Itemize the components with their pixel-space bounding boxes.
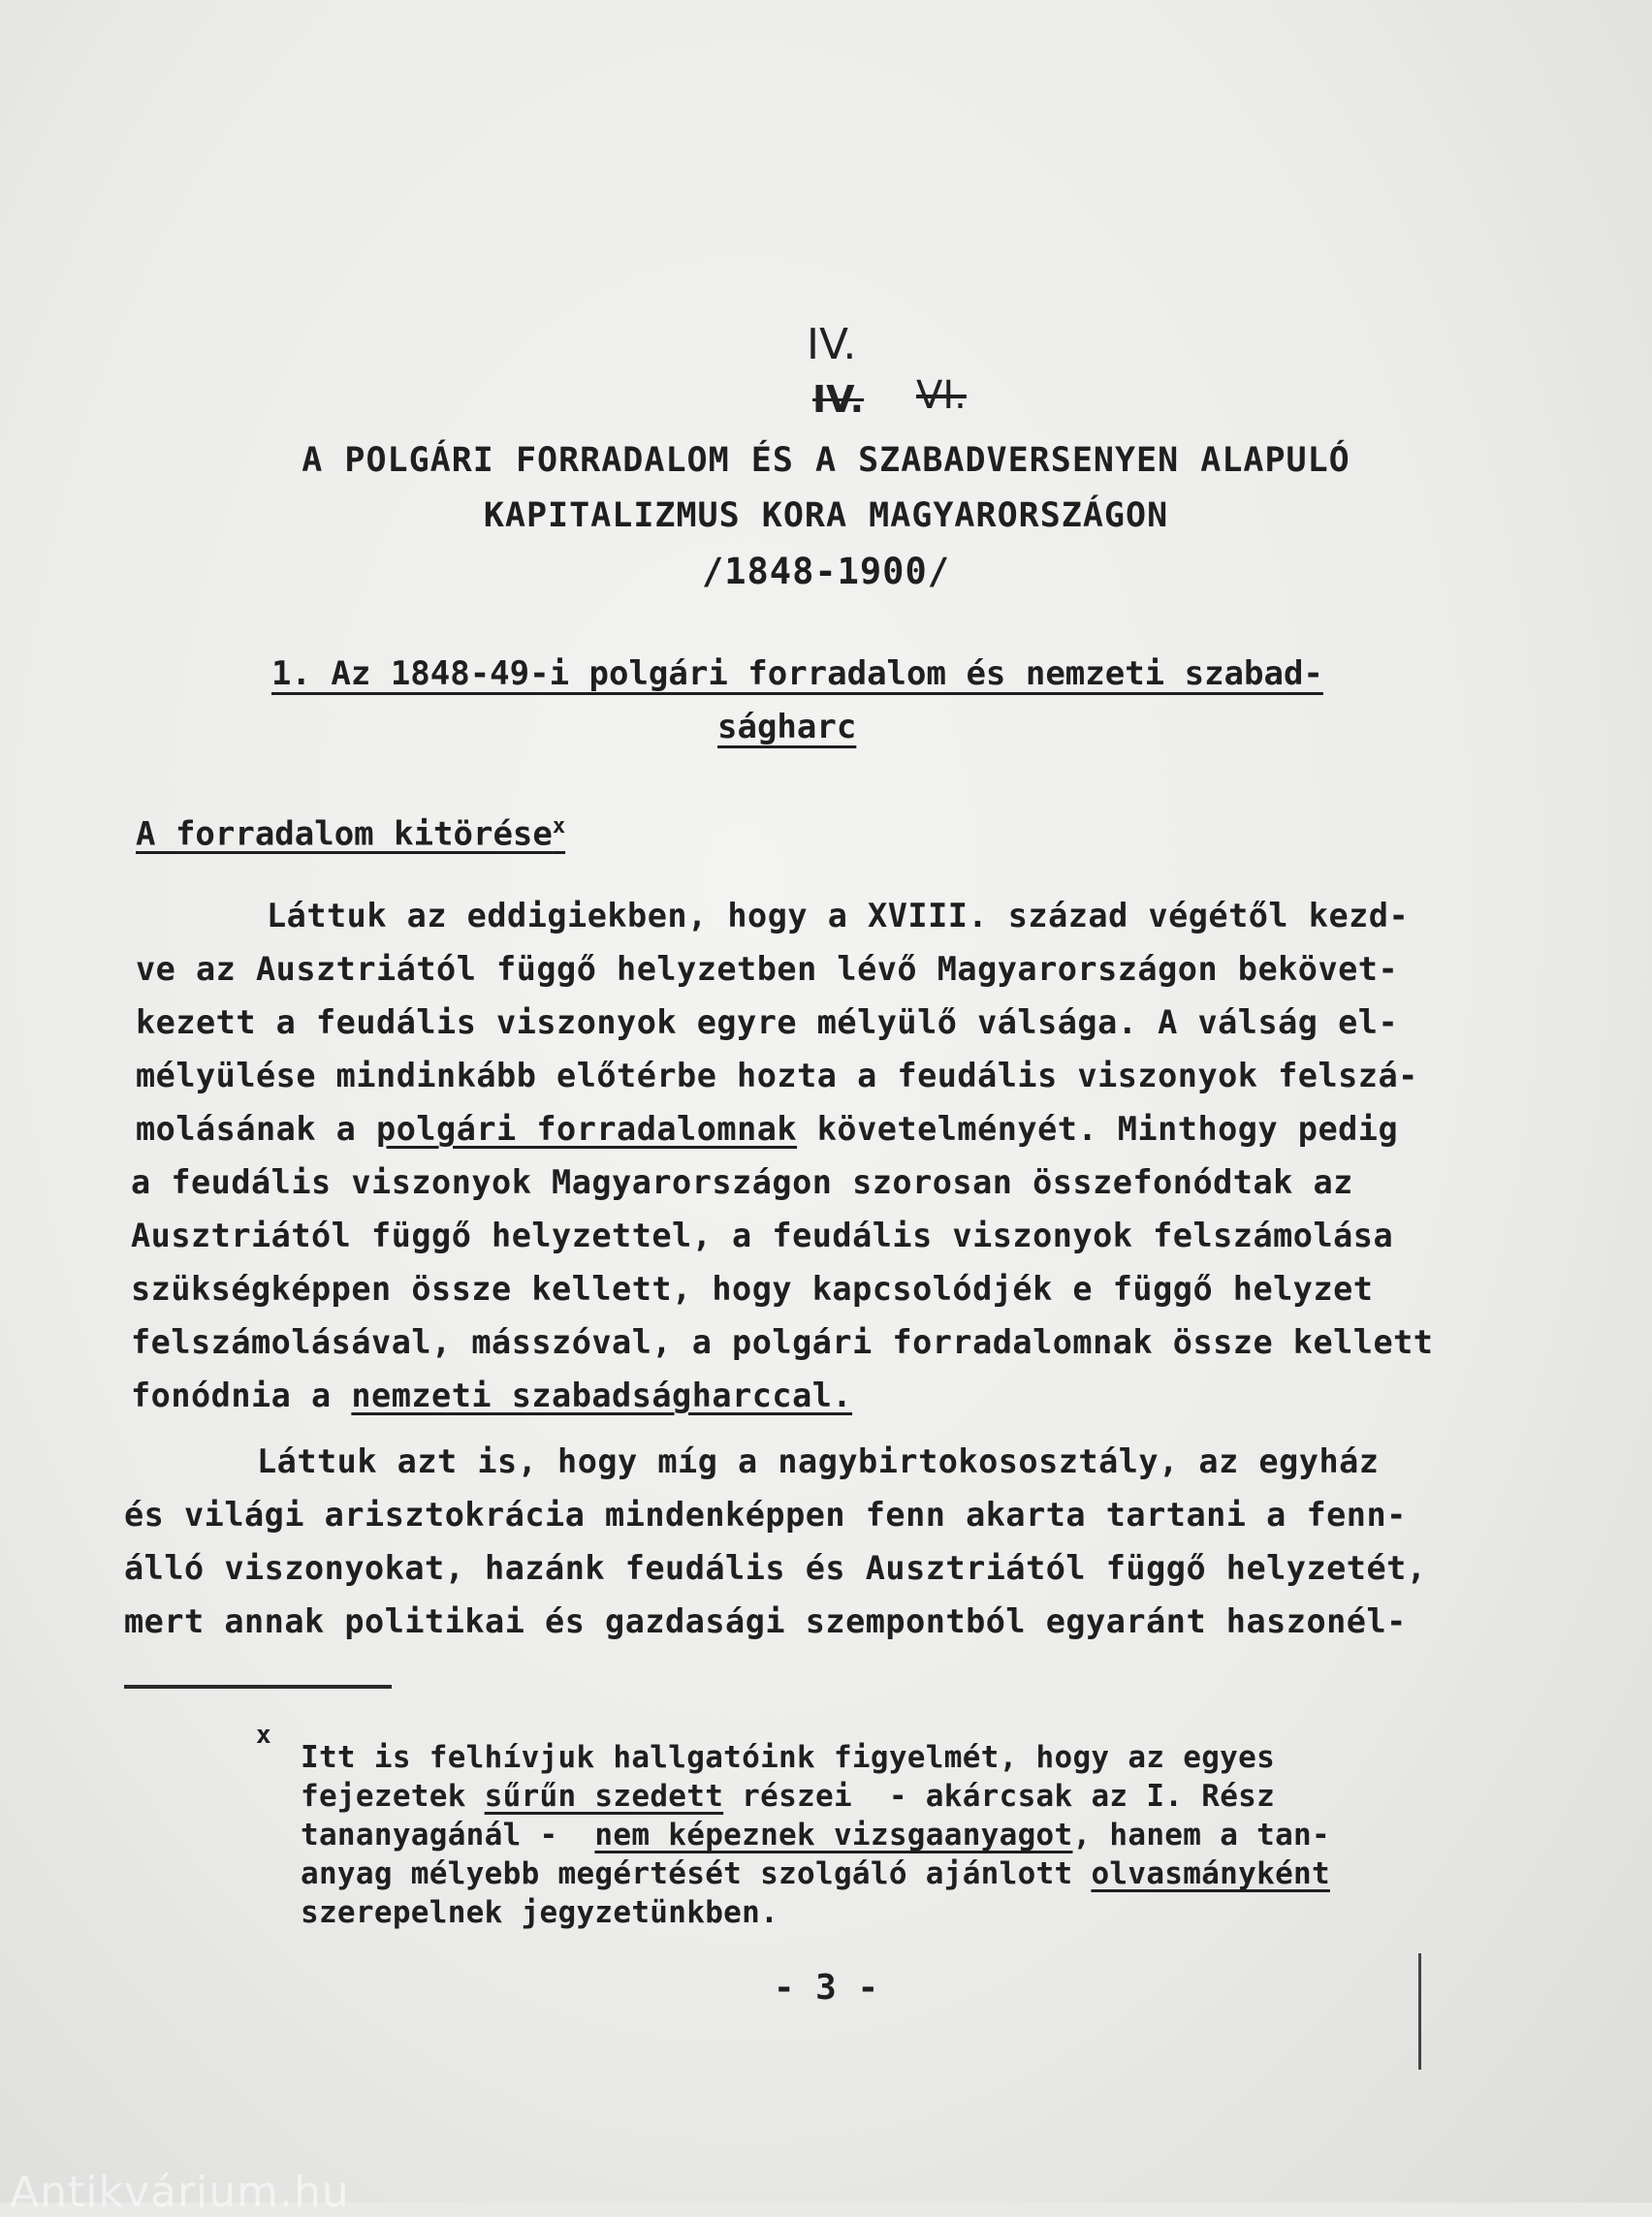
section-title-line-2: ságharc bbox=[717, 708, 857, 746]
paragraph-2-line-1: Láttuk azt is, hogy míg a nagybirtokososztály, az egyház bbox=[257, 1442, 1380, 1480]
footnote-divider bbox=[124, 1685, 392, 1689]
paragraph-1-line-9: felszámolásával, másszóval, a polgári forradalomnak össze kellett bbox=[131, 1323, 1434, 1361]
paragraph-1-line-6: a feudális viszonyok Magyarországon szorosan összefonódtak az bbox=[131, 1163, 1353, 1201]
underlined-phrase: polgári forradalomnak bbox=[376, 1110, 798, 1148]
paragraph-2-line-3: álló viszonyokat, hazánk feudális és Ausztriától függő helyzetét, bbox=[124, 1549, 1427, 1587]
paragraph-1-line-5 bbox=[136, 1110, 1398, 1148]
text-span: anyag mélyebb megértését szolgáló ajánlott bbox=[301, 1856, 1092, 1891]
chapter-years: /1848-1900/ bbox=[701, 551, 951, 592]
underlined-phrase: sűrűn szedett bbox=[484, 1779, 724, 1814]
text-span: részei - akárcsak az I. Rész bbox=[723, 1779, 1276, 1814]
footnote-line-2 bbox=[301, 1779, 1275, 1814]
handwritten-roman-numeral: IV. bbox=[807, 320, 857, 369]
text-span: fejezetek bbox=[301, 1779, 485, 1814]
footnote-line-3 bbox=[301, 1818, 1330, 1853]
pencil-margin-mark bbox=[1418, 1953, 1421, 2070]
paragraph-1-line-10 bbox=[131, 1377, 852, 1414]
text-span: molásának a bbox=[136, 1110, 377, 1148]
chapter-title-line-2: KAPITALIZMUS KORA MAGYARORSZÁGON bbox=[483, 496, 1169, 535]
text-span: fonódnia a bbox=[131, 1377, 352, 1414]
text-span: tananyagánál - bbox=[301, 1818, 595, 1853]
footnote-mark: x bbox=[256, 1721, 271, 1750]
paragraph-1-line-1: Láttuk az eddigiekben, hogy a XVIII. század végétől kezd- bbox=[267, 897, 1410, 934]
paragraph-1-line-2: ve az Ausztriától függő helyzetben lévő Magyarországon bekövet- bbox=[136, 950, 1399, 988]
paragraph-2-line-4: mert annak politikai és gazdasági szempontból egyaránt haszonél- bbox=[124, 1602, 1407, 1640]
paragraph-1-line-8: szükségképpen össze kellett, hogy kapcsolódjék e függő helyzet bbox=[131, 1270, 1374, 1308]
chapter-title-line-1: A POLGÁRI FORRADALOM ÉS A SZABADVERSENYEN ALAPULÓ bbox=[302, 441, 1350, 480]
paragraph-1-line-4: mélyülése mindinkább előtérbe hozta a feudális viszonyok felszá- bbox=[136, 1057, 1418, 1094]
site-watermark: Antikvárium.hu bbox=[10, 2168, 350, 2217]
underlined-phrase: nemzeti szabadságharccal. bbox=[351, 1377, 853, 1414]
paragraph-1-line-3: kezett a feudális viszonyok egyre mélyülő válsága. A válság el- bbox=[136, 1003, 1399, 1041]
struck-alt-numeral: VI. bbox=[916, 373, 967, 418]
footnote-reference-mark: x bbox=[552, 814, 566, 839]
footnote-line-4 bbox=[301, 1856, 1330, 1891]
text-span: követelményét. Minthogy pedig bbox=[797, 1110, 1399, 1148]
underlined-phrase: olvasmányként bbox=[1091, 1856, 1330, 1891]
subsection-heading-text: A forradalom kitörése bbox=[136, 814, 553, 854]
text-span: , hanem a tan- bbox=[1072, 1818, 1330, 1853]
paragraph-2-line-2: és világi arisztokrácia mindenképpen fenn akarta tartani a fenn- bbox=[124, 1496, 1407, 1534]
paragraph-1-line-7: Ausztriától függő helyzettel, a feudális viszonyok felszámolása bbox=[131, 1217, 1394, 1254]
subsection-heading bbox=[136, 814, 565, 853]
page-number: - 3 - bbox=[773, 1968, 879, 2008]
section-title-line-1: 1. Az 1848-49-i polgári forradalom és nemzeti szabad- bbox=[271, 654, 1323, 693]
footnote-line-5: szerepelnek jegyzetünkben. bbox=[301, 1895, 779, 1930]
underlined-phrase: nem képeznek vizsgaanyagot bbox=[594, 1818, 1073, 1853]
struck-roman-numeral: IV. bbox=[812, 378, 865, 421]
footnote-line-1: Itt is felhívjuk hallgatóink figyelmét, hogy az egyes bbox=[301, 1740, 1276, 1775]
